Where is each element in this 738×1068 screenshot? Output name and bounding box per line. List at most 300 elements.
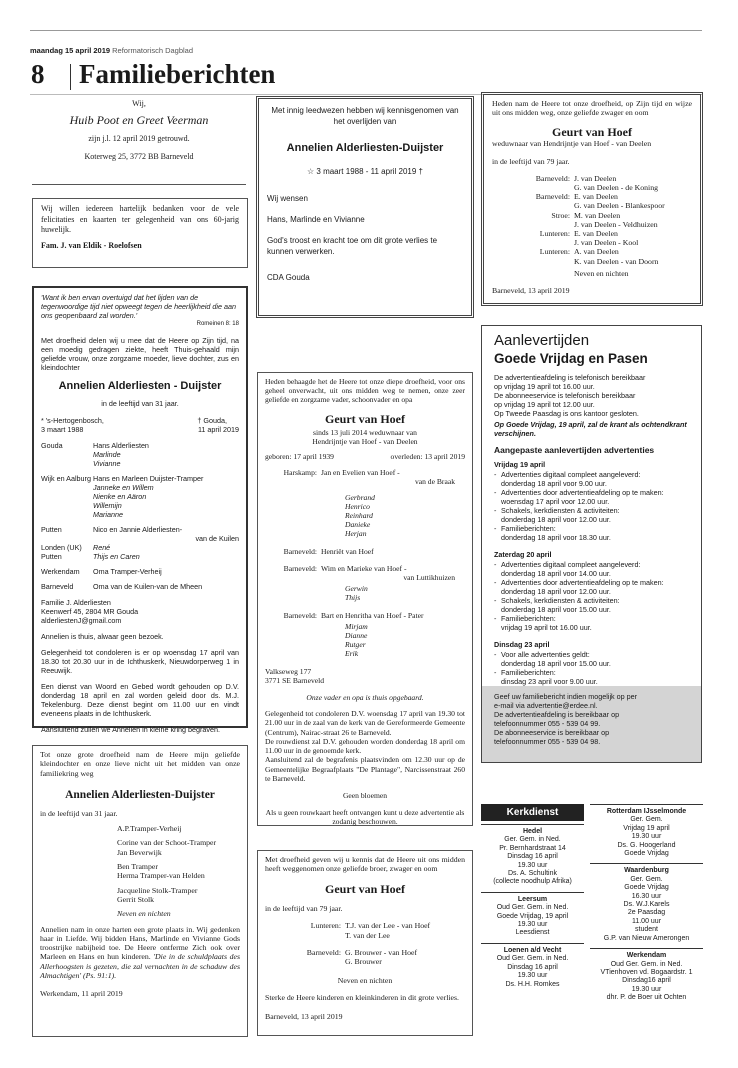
family-name: Jacqueline Stolk-Tramper — [117, 885, 198, 895]
family-name: van de Braak — [414, 477, 455, 487]
family-name: Wim en Marieke van Hoef - — [321, 563, 407, 573]
family-child: Danieke — [345, 520, 371, 530]
family-child: Vivianne — [93, 459, 121, 468]
aanlever-footer — [482, 686, 701, 762]
family-names — [93, 552, 239, 561]
aanlever-notice: Op Goede Vrijdag, 19 april, zal de krant als ochtendkrant verschijnen. — [494, 420, 687, 438]
geurt-since: sinds 13 juli 2014 weduwnaar van — [313, 427, 417, 437]
deadline-label: Familieberichten: — [501, 614, 556, 623]
geurt-born: geboren: 17 april 1939 — [265, 452, 334, 462]
church-line: Ds. G. Hoogerland — [617, 841, 676, 849]
deadline-text — [501, 506, 691, 524]
deadline-text — [501, 668, 691, 686]
family-names — [574, 174, 692, 192]
family-child: Herjan — [345, 529, 367, 539]
geurt-name: Geurt van Hoef — [325, 411, 405, 426]
tramper-age: in de leeftijd van 31 jaar. — [40, 808, 118, 818]
church-entry — [590, 804, 703, 858]
deelen-widow: weduwnaar van Hendrijntje van Hoef - van Deelen — [492, 139, 652, 149]
footer-line: telefoonnummer 055 - 539 04 99. — [494, 719, 601, 728]
church-line: Dinsdag16 april — [622, 977, 671, 985]
cda-name: Annelien Alderliesten-Duijster — [286, 142, 444, 154]
family-name: Henriët van Hoef — [321, 546, 374, 556]
family-place: Barneveld — [41, 582, 74, 591]
family-row — [265, 564, 465, 603]
geurt-no-card: Als u geen rouwkaart heeft ontvangen kunt u deze advertentie als zodanig beschouwen. — [265, 808, 465, 827]
family-place: Werkendam — [41, 567, 80, 576]
family-names — [93, 441, 239, 468]
footer-line: telefoonnummer 055 - 539 04 98. — [494, 737, 601, 746]
family-name: Herma Tramper-van Helden — [117, 871, 205, 881]
footer-line: Geef uw familiebericht indien mogelijk op per — [494, 692, 638, 701]
family-name: G. van Deelen - Blankespoor — [574, 201, 665, 211]
intro-line: Op Tweede Paasdag is ons kantoor gesloten. — [494, 409, 639, 418]
church-place: Hedel — [522, 828, 543, 835]
deadline-item — [494, 470, 691, 488]
church-line: Oud Ger. Gem. in Ned. — [610, 960, 683, 968]
family-name: Ben Tramper — [117, 862, 158, 872]
top-rule — [30, 30, 702, 31]
family-row — [41, 582, 239, 591]
annelien-family — [41, 441, 239, 591]
address-line: Valkseweg 177 — [265, 666, 312, 676]
deadline-time: donderdag 18 april voor 14.00 uur. — [501, 569, 611, 578]
ad-geurt-brouwer — [257, 850, 473, 1036]
family-place: Lunteren: — [310, 921, 341, 931]
family-row — [265, 611, 465, 659]
church-line: Goede Vrijdag — [624, 850, 669, 858]
tramper-family — [117, 824, 240, 904]
family-names — [93, 525, 239, 543]
family-row — [492, 211, 692, 229]
bullet: - — [494, 668, 497, 677]
deadline-text — [501, 614, 691, 632]
deadline-item — [494, 578, 691, 596]
family-name: J. van Deelen - Veldhuizen — [574, 219, 658, 229]
church-place: Werkendam — [626, 952, 667, 960]
church-place: Rotterdam IJsselmonde — [606, 808, 687, 815]
family-names — [345, 948, 465, 967]
aanlever-body — [482, 326, 701, 686]
geurt-burial: Aansluitend zal de begrafenis plaatsvinden om 12.30 uur op de Gemeentelijke Begraafplaats "De Plantage", Narcissenstraat 260 te Barneveld. — [265, 755, 465, 783]
deadline-item — [494, 596, 691, 614]
cda-dates: ☆ 3 maart 1988 - 11 april 2019 † — [307, 167, 423, 176]
deadline-label: Familieberichten: — [501, 524, 556, 533]
deelen-intro: Heden nam de Heere tot onze droefheid, op Zijn tijd en wijze uit ons midden weg, onze geliefde zwager en oom — [492, 99, 692, 118]
header-paper: Reformatorisch Dagblad — [112, 46, 194, 55]
page-number: 8 — [31, 59, 45, 89]
family-name: Oma Tramper-Verheij — [93, 567, 162, 576]
address-line: 3771 SE Barneveld — [265, 675, 325, 685]
aanlever-days — [494, 460, 691, 686]
address-line: alderliestenJ@gmail.com — [41, 616, 122, 625]
family-row — [41, 525, 239, 543]
footer-line: De advertentieafdeling is bereikbaar op — [494, 710, 620, 719]
family-names — [321, 468, 465, 538]
ad-thanks — [32, 198, 248, 268]
family-children — [345, 622, 465, 659]
died-place: † Gouda, — [197, 416, 227, 425]
aanlever-intro — [494, 373, 691, 418]
aanlever-subtitle: Goede Vrijdag en Pasen — [494, 351, 648, 366]
died-date: 11 april 2019 — [197, 425, 239, 434]
church-entry — [481, 892, 584, 938]
tramper-text — [40, 925, 240, 981]
family-place: Lunteren: — [539, 229, 570, 239]
deadline-label: Advertenties door advertentieafdeling op te maken: — [501, 488, 664, 497]
cda-names: Hans, Marlinde en Vivianne — [267, 215, 365, 224]
church-line: 19.30 uur — [517, 921, 548, 929]
deelen-name: Geurt van Hoef — [552, 125, 632, 140]
family-name: A.P.Tramper-Verheij — [117, 824, 182, 834]
geurt-service: De rouwdienst zal D.V. gehouden worden donderdag 18 april om 11.00 uur in de genoemde kerk. — [265, 736, 465, 756]
brouwer-name: Geurt van Hoef — [325, 881, 405, 896]
family-place: Putten — [41, 552, 62, 561]
church-line: Ger. Gem. — [630, 875, 663, 883]
cda-intro: Met innig leedwezen hebben wij kennisgenomen van het overlijden van — [271, 106, 459, 126]
ad-annelien-main — [32, 286, 248, 734]
church-line: 11.00 uur — [631, 917, 662, 925]
family-name: Bart en Henritha van Hoef - Pater — [321, 610, 424, 620]
deadline-item — [494, 614, 691, 632]
family-child: Gerbrand — [345, 492, 375, 502]
church-line: Oud Ger. Gem. in Ned. — [496, 955, 569, 963]
header-date: maandag 15 april 2019 — [30, 46, 111, 55]
deadline-time: woensdag 17 april voor 12.00 uur. — [501, 497, 610, 506]
church-line: Vrijdag 19 april — [623, 824, 670, 832]
family-row — [492, 192, 692, 210]
family-name: T.J. van der Lee - van Hoef — [345, 921, 431, 931]
family-place: Barneveld: — [535, 192, 570, 202]
brouwer-family — [265, 921, 465, 967]
family-name: van Luttikhuizen — [403, 573, 455, 583]
church-line: VTienhoven vd. Bogaardstr. 1 — [600, 968, 693, 976]
church-line: G.P. van Nieuw Amerongen — [603, 934, 690, 942]
church-line: (collecte noodhulp Afrika) — [493, 878, 572, 886]
church-line: Dinsdag 16 april — [507, 963, 558, 971]
deadline-text — [501, 650, 691, 668]
day-heading: Dinsdag 23 april — [494, 640, 550, 649]
family-name: E. van Deelen — [574, 192, 618, 202]
family-row — [41, 474, 239, 519]
geurt-flowers: Geen bloemen — [342, 790, 388, 800]
family-row — [492, 229, 692, 247]
tramper-text-body: Annelien nam in onze harten een grote plaats in. Wij gedenken haar in Liefde. Wij bidden Hans, Marlinde en Vivianne Gods troostrijke nabijheid toe. De Heere ontferme Zich ook over Marleen en Hans en hun kinderen. — [40, 924, 240, 962]
family-names — [321, 564, 465, 603]
family-names — [93, 543, 239, 552]
church-line: dhr. P. de Boer uit Ochten — [606, 994, 687, 1002]
deadline-time: vrijdag 19 april tot 16.00 uur. — [501, 623, 592, 632]
church-line: Goede Vrijdag — [624, 884, 669, 892]
church-line: Ds. A. Schultink — [507, 870, 558, 878]
family-name: Nico en Jannie Alderliesten- — [93, 525, 183, 534]
tramper-name: Annelien Alderliesten-Duijster — [65, 788, 215, 801]
wedding-address: Koterweg 25, 3772 BB Barneveld — [84, 152, 194, 161]
deadline-text — [501, 470, 691, 488]
family-names — [574, 192, 692, 210]
geurt-intro: Heden behaagde het de Heere tot onze diepe droefheid, voor ons geheel onverwacht, uit ons midden weg te nemen, onze zeer geliefde en zorgzame vader, schoonvader en opa — [265, 377, 465, 405]
deadline-item — [494, 524, 691, 542]
deadline-label: Schakels, kerkdiensten & activiteiten: — [501, 596, 620, 605]
church-line: 2e Paasdag — [627, 909, 666, 917]
family-name: J. van Deelen — [574, 173, 617, 183]
tramper-intro: Tot onze grote droefheid nam de Heere mijn geliefde kleindochter en onze lieve nicht uit het midden van onze familiekring weg — [40, 750, 240, 778]
header-dateline — [30, 46, 193, 55]
family-child: Nienke en Aäron — [93, 492, 147, 501]
geurt-note: Onze vader en opa is thuis opgebaard. — [306, 693, 424, 703]
intro-line: De advertentieafdeling is telefonisch bereikbaar — [494, 373, 646, 382]
bullet: - — [494, 488, 497, 497]
brouwer-age: in de leeftijd van 79 jaar. — [265, 903, 343, 913]
tramper-signature: Werkendam, 11 april 2019 — [40, 989, 123, 999]
kerkdienst-column-1 — [481, 804, 584, 1036]
bullet: - — [494, 578, 497, 587]
section-title: Familieberichten — [79, 59, 276, 89]
bullet: - — [494, 560, 497, 569]
family-names — [345, 921, 465, 940]
cda-comfort: God's troost en kracht toe om dit grote verlies te kunnen verwerken. — [267, 236, 438, 256]
family-place: Barneveld: — [283, 546, 317, 556]
tramper-quote: 'Die in de schuldplaats des Allerhoogsten is gezeten, die zal vernachten in de schaduw des Almachtigen' (Ps. 91:1). — [40, 952, 240, 981]
annelien-age: in de leeftijd van 31 jaar. — [101, 399, 179, 408]
church-line: Goede Vrijdag, 19 april — [496, 912, 569, 920]
deadline-label: Voor alle advertenties geldt: — [501, 650, 590, 659]
church-line: 16.30 uur — [631, 892, 662, 900]
deadline-time: donderdag 18 april voor 12.00 uur. — [501, 587, 611, 596]
family-names — [574, 229, 692, 247]
header-divider — [70, 64, 71, 90]
day-heading: Zaterdag 20 april — [494, 550, 552, 559]
bullet: - — [494, 614, 497, 623]
church-line: Oud Ger. Gem. in Ned. — [496, 904, 569, 912]
ad-annelien-tramper — [32, 745, 248, 1037]
family-name: Jan Beverwijk — [117, 847, 162, 857]
church-line: Ger. Gem. in Ned. — [504, 836, 561, 844]
deadline-time: donderdag 18 april voor 12.00 uur. — [501, 515, 611, 524]
deadline-text — [501, 488, 691, 506]
kerkdienst-title: Kerkdienst — [481, 804, 584, 821]
thanks-signature: Fam. J. van Eldik - Roelofsen — [41, 240, 142, 250]
church-line: Ds. W.J.Karels — [623, 901, 670, 909]
family-place: Barneveld: — [306, 948, 341, 958]
wedding-intro: Wij, — [132, 99, 146, 108]
family-name: A. van Deelen — [574, 247, 619, 257]
footer-line: e-mail via advertentie@erdee.nl. — [494, 701, 598, 710]
deelen-family — [492, 174, 692, 266]
family-name: van de Kuilen — [195, 534, 239, 543]
family-place: Barneveld: — [535, 173, 570, 183]
address-line: Keenwerf 45, 2804 MR Gouda — [41, 607, 139, 616]
deadline-label: Advertenties digitaal compleet aangeleverd: — [501, 470, 641, 479]
family-name: Hans Alderliesten — [93, 441, 149, 450]
family-row — [492, 247, 692, 265]
church-line: Ds. H.H. Romkes — [505, 980, 560, 988]
tramper-cousins: Neven en nichten — [117, 909, 171, 919]
annelien-intro: Met droefheid delen wij u mee dat de Heere op Zijn tijd, na een moedig gedragen ziekte, heeft Thuis-gehaald mijn geliefde vrouw, onze zorgzame moeder, lieve dochter, zus en kleindochter — [41, 336, 239, 372]
church-entry — [481, 824, 584, 887]
annelien-name: Annelien Alderliesten - Duijster — [58, 380, 222, 392]
born-date: 3 maart 1988 — [41, 425, 84, 434]
geurt-widow: Hendrijntje van Hoef - van Deelen — [312, 436, 418, 446]
family-child: Henrico — [345, 501, 370, 511]
church-line: 19.30 uur — [631, 833, 662, 841]
family-name: Jan en Evelien van Hoef - — [321, 468, 400, 478]
bullet: - — [494, 596, 497, 605]
bullet: - — [494, 650, 497, 659]
bullet: - — [494, 470, 497, 479]
family-child: Gerwin — [345, 584, 368, 594]
church-entry — [590, 948, 703, 1002]
church-line: Leesdienst — [515, 929, 550, 937]
deadline-time: donderdag 18 april voor 9.00 uur. — [501, 479, 607, 488]
ad-geurt-deelen — [481, 92, 703, 306]
church-place: Waardenburg — [624, 867, 669, 875]
church-place: Leersum — [517, 895, 548, 903]
family-names — [574, 247, 692, 265]
family-place: Harskamp: — [283, 468, 317, 478]
church-line: Pr. Bernhardstraat 14 — [499, 844, 566, 852]
brouwer-text: Sterke de Heere kinderen en kleinkinderen in dit grote verlies. — [265, 993, 459, 1003]
family-name: T. van der Lee — [345, 930, 390, 940]
deadline-time: donderdag 18 april voor 15.00 uur. — [501, 659, 611, 668]
family-child: Erik — [345, 649, 359, 659]
annelien-after: Aansluitend zullen we Annelien in kleine kring begraven. — [41, 725, 221, 734]
brouwer-intro: Met droefheid geven wij u kennis dat de Heere uit ons midden heeft weggenomen onze geliefde broer, zwager en oom — [265, 855, 465, 874]
kerk-col2 — [590, 804, 703, 1003]
church-line: 19.30 uur — [631, 985, 662, 993]
geurt-condolence: Gelegenheid tot condoleren D.V. woensdag 17 april van 19.30 tot 21.00 uur in de zaal van de kerk van de Gereformeerde Gemeente (Centrum), Nairac-straat 26 te Barneveld. — [265, 709, 465, 737]
family-row — [265, 921, 465, 940]
footer-line: De abonneeservice is bereikbaar op — [494, 728, 610, 737]
family-name: Corine van der Schoot-Tramper — [117, 838, 217, 848]
ad-annelien-cda — [256, 96, 474, 318]
family-row — [41, 543, 239, 552]
geurt-dates — [265, 452, 465, 461]
deadline-item — [494, 668, 691, 686]
deadline-label: Schakels, kerkdiensten & activiteiten: — [501, 506, 620, 515]
church-line: 19.30 uur — [517, 972, 548, 980]
family-child: Mirjam — [345, 621, 368, 631]
kerk-col1 — [481, 824, 584, 989]
church-line: Ger. Gem. — [630, 816, 663, 824]
family-child: Reinhard — [345, 511, 373, 521]
church-entry — [590, 863, 703, 943]
annelien-quote: 'Want ik ben ervan overtuigd dat het lijden van de tegenwoordige tijd niet opweegt tegen de heerlijkheid die aan ons geopenbaard zal worden.' — [41, 293, 237, 320]
cda-signature: CDA Gouda — [267, 273, 310, 282]
family-place: Stroe: — [551, 210, 570, 220]
address-line: Familie J. Alderliesten — [41, 598, 111, 607]
deadline-label: Advertenties digitaal compleet aangeleverd: — [501, 560, 641, 569]
annelien-dates — [41, 416, 239, 434]
annelien-quote-ref: Romeinen 8: 18 — [196, 321, 239, 327]
church-line: Dinsdag 16 april — [507, 853, 558, 861]
church-place: Loenen a/d Vecht — [503, 946, 562, 954]
geurt-address — [265, 667, 465, 685]
deadline-text — [501, 578, 691, 596]
family-place: Barneveld: — [283, 563, 317, 573]
family-row — [492, 174, 692, 192]
deadline-time: donderdag 18 april voor 18.30 uur. — [501, 533, 611, 542]
annelien-address — [41, 598, 239, 625]
family-name: Hans en Marleen Duijster-Tramper — [93, 474, 204, 483]
family-children — [345, 584, 465, 602]
ad-aanlevertijden — [481, 325, 702, 763]
intro-line: op vrijdag 19 april tot 12.00 uur. — [494, 400, 595, 409]
deelen-age: in de leeftijd van 79 jaar. — [492, 156, 570, 166]
family-name: G. Brouwer — [345, 957, 382, 967]
family-names — [321, 611, 465, 659]
family-child: René — [93, 543, 111, 552]
deadline-text — [501, 596, 691, 614]
deadline-label: Familieberichten: — [501, 668, 556, 677]
family-child: Marianne — [93, 510, 123, 519]
family-name: G. van Deelen - de Koning — [574, 183, 659, 193]
family-place: Gouda — [41, 441, 63, 450]
brouwer-signature: Barneveld, 13 april 2019 — [265, 1011, 343, 1021]
deadline-item — [494, 650, 691, 668]
family-row — [265, 948, 465, 967]
deadline-text — [501, 560, 691, 578]
deelen-signature: Barneveld, 13 april 2019 — [492, 286, 570, 296]
family-names — [93, 567, 239, 576]
family-child: Thijs en Caren — [93, 552, 140, 561]
family-place: Londen (UK) — [41, 543, 82, 552]
family-place: Wijk en Aalburg — [41, 474, 91, 483]
intro-line: De abonneeservice is telefonisch bereikbaar — [494, 391, 636, 400]
family-child: Janneke en Willem — [93, 483, 154, 492]
deadline-time: dinsdag 23 april voor 9.00 uur. — [501, 677, 598, 686]
brouwer-cousins: Neven en nichten — [337, 975, 393, 985]
wedding-text: zijn j.l. 12 april 2019 getrouwd. — [88, 134, 190, 143]
family-names — [93, 582, 239, 591]
day-heading: Vrijdag 19 april — [494, 460, 546, 469]
aanlever-heading: Aangepaste aanlevertijden advertenties — [494, 445, 655, 455]
family-name: G. Brouwer - van Hoef — [345, 948, 418, 958]
church-entry — [481, 943, 584, 989]
deadline-label: Advertenties door advertentieafdeling op te maken: — [501, 578, 664, 587]
ad-wedding — [32, 97, 246, 185]
geurt-family — [265, 468, 465, 658]
deadline-item — [494, 560, 691, 578]
family-row — [265, 468, 465, 538]
ad-geurt-main — [257, 372, 473, 826]
family-row — [41, 567, 239, 576]
annelien-service: Een dienst van Woord en Gebed wordt gehouden op D.V. donderdag 18 april en zal worden geleid door ds. M.J. Tekelenburg. Deze dienst begint om 11.00 uur en vindt eveneens plaats in de Ichthuskerk. — [41, 682, 239, 718]
aanlever-title: Aanlevertijden — [494, 332, 590, 349]
cda-wish: Wij wensen — [267, 194, 308, 203]
annelien-home: Annelien is thuis, alwaar geen bezoek. — [41, 632, 164, 641]
family-name: J. van Deelen - Kool — [574, 238, 639, 248]
church-line: student — [635, 926, 658, 934]
family-child: Thijs — [345, 593, 361, 603]
bullet: - — [494, 524, 497, 533]
family-row — [41, 441, 239, 468]
deadline-text — [501, 524, 691, 542]
kerkdienst-column-2 — [590, 804, 703, 1036]
thanks-text: Wij willen iedereen hartelijk bedanken voor de vele felicitaties en kaarten ter gelegenheid van ons 60-jarig huwelijk. — [41, 204, 239, 234]
family-child: Dianne — [345, 631, 368, 641]
family-name: M. van Deelen — [574, 210, 621, 220]
family-name: E. van Deelen — [574, 229, 618, 239]
intro-line: op vrijdag 19 april tot 16.00 uur. — [494, 382, 595, 391]
church-line: 19.30 uur — [517, 861, 548, 869]
family-child: Rutger — [345, 640, 366, 650]
wedding-names: Huib Poot en Greet Veerman — [69, 113, 209, 127]
deadline-item — [494, 506, 691, 524]
family-children — [345, 493, 465, 539]
family-child: Willemijn — [93, 501, 122, 510]
family-names — [574, 211, 692, 229]
